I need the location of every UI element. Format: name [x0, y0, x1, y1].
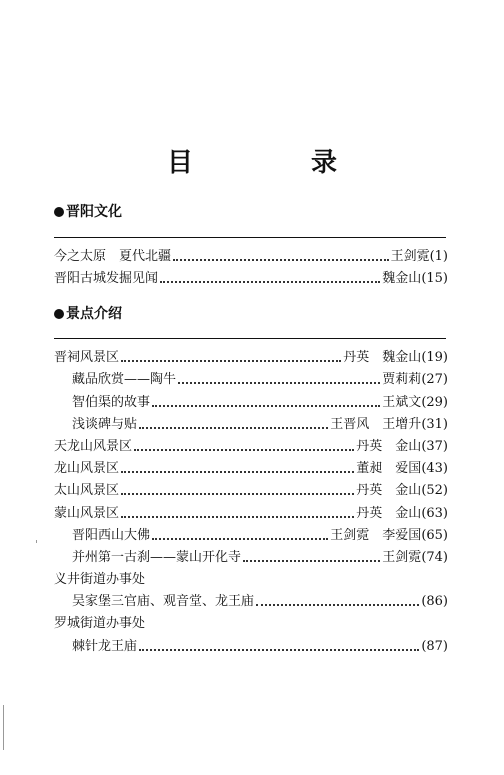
- toc-entry-title: 晋祠风景区: [54, 350, 120, 366]
- toc-entry-title: 太山风景区: [54, 483, 120, 499]
- section-divider: [54, 338, 446, 339]
- dot-leader: [152, 405, 380, 407]
- toc-entry-page: (29): [421, 394, 448, 410]
- toc-entry-title: 蒙山风景区: [54, 505, 120, 521]
- page-title: 目 录: [166, 148, 383, 178]
- dot-leader: [121, 471, 354, 473]
- toc-entry[interactable]: [54, 243, 448, 265]
- dot-leader: [139, 427, 328, 429]
- toc-entry-page: (31): [421, 416, 448, 432]
- toc-entry-title: 罗城街道办事处: [54, 616, 146, 632]
- dot-leader: [134, 449, 354, 451]
- dot-leader: [139, 649, 419, 651]
- toc-entry-page: (43): [421, 461, 448, 477]
- dot-leader: [256, 604, 419, 606]
- toc-entry[interactable]: [54, 477, 448, 499]
- toc-entry[interactable]: [54, 455, 448, 477]
- toc-entry-page: (15): [421, 271, 448, 287]
- toc-entry-title: 天龙山风景区: [54, 438, 133, 454]
- toc-entry-author: 丹英 金山: [356, 505, 422, 521]
- toc-subheading: [54, 566, 448, 588]
- toc-entry-author: 贾莉莉: [382, 372, 422, 388]
- bullet-icon: [54, 309, 64, 319]
- toc-entry-page: (74): [421, 549, 448, 565]
- toc-entry-page: (27): [421, 372, 448, 388]
- toc-list-culture: [54, 243, 448, 287]
- toc-entry-title: 浅谈碑与贴: [72, 416, 138, 432]
- toc-entry-author: 丹英 魏金山: [343, 350, 422, 366]
- toc-entry[interactable]: [54, 544, 448, 566]
- dot-leader: [121, 360, 341, 362]
- toc-entry-page: (65): [421, 527, 448, 543]
- toc-subheading: [54, 610, 448, 632]
- toc-entry[interactable]: [54, 522, 448, 544]
- toc-entry-author: 丹英 金山: [356, 438, 422, 454]
- section-heading-culture: [54, 203, 122, 221]
- toc-entry-page: (52): [421, 483, 448, 499]
- toc-entry[interactable]: [54, 433, 448, 455]
- toc-entry-page: (1): [429, 249, 448, 265]
- dot-leader: [160, 281, 380, 283]
- toc-entry-author: 王晋风 王增升: [330, 416, 422, 432]
- section-heading-text: 景点介绍: [66, 306, 122, 322]
- section-divider: [54, 237, 446, 238]
- toc-entry-page: (19): [421, 350, 448, 366]
- toc-entry-author: 王剑霓: [390, 249, 430, 265]
- toc-entry-author: 丹英 金山: [356, 483, 422, 499]
- bullet-icon: [54, 207, 64, 217]
- dot-leader: [152, 538, 328, 540]
- toc-entry-title: 棘针龙王庙: [72, 638, 138, 654]
- toc-entry-page: (37): [421, 438, 448, 454]
- toc-entry-title: 并州第一古刹——蒙山开化寺: [72, 549, 242, 565]
- section-heading-sights: [54, 305, 122, 323]
- toc-entry[interactable]: [54, 411, 448, 433]
- section-heading-text: 晋阳文化: [66, 204, 122, 220]
- toc-entry-title: 龙山风景区: [54, 461, 120, 477]
- toc-entry-title: 义井街道办事处: [54, 572, 146, 588]
- toc-entry-title: 吴家堡三官庙、观音堂、龙王庙: [72, 594, 255, 610]
- toc-entry-title: 藏品欣赏——陶牛: [72, 372, 177, 388]
- toc-entry[interactable]: [54, 366, 448, 388]
- toc-entry-title: 今之太原 夏代北疆: [54, 249, 172, 265]
- toc-entry[interactable]: [54, 344, 448, 366]
- toc-entry-author: 王剑霓 李爱国: [330, 527, 422, 543]
- scan-artifact: [36, 540, 37, 543]
- dot-leader: [173, 259, 389, 261]
- dot-leader: [121, 493, 354, 495]
- toc-entry[interactable]: [54, 632, 448, 654]
- toc-entry[interactable]: [54, 388, 448, 410]
- toc-entry[interactable]: [54, 499, 448, 521]
- toc-entry-author: 董昶 爱国: [356, 461, 422, 477]
- toc-entry-page: (63): [421, 505, 448, 521]
- toc-entry-title: 晋阳西山大佛: [72, 527, 151, 543]
- toc-entry-author: 魏金山: [382, 271, 422, 287]
- toc-entry[interactable]: [54, 588, 448, 610]
- toc-entry-page: (86): [421, 594, 448, 610]
- dot-leader: [243, 560, 380, 562]
- dot-leader: [121, 516, 354, 518]
- toc-entry[interactable]: [54, 265, 448, 287]
- toc-entry-author: 王剑霓: [382, 549, 422, 565]
- toc-entry-title: 晋阳古城发掘见闻: [54, 271, 159, 287]
- scan-artifact: [3, 705, 4, 750]
- toc-entry-page: (87): [421, 638, 448, 654]
- toc-list-sights: [54, 344, 448, 655]
- toc-entry-title: 智伯渠的故事: [72, 394, 151, 410]
- dot-leader: [178, 382, 380, 384]
- toc-entry-author: 王斌文: [382, 394, 422, 410]
